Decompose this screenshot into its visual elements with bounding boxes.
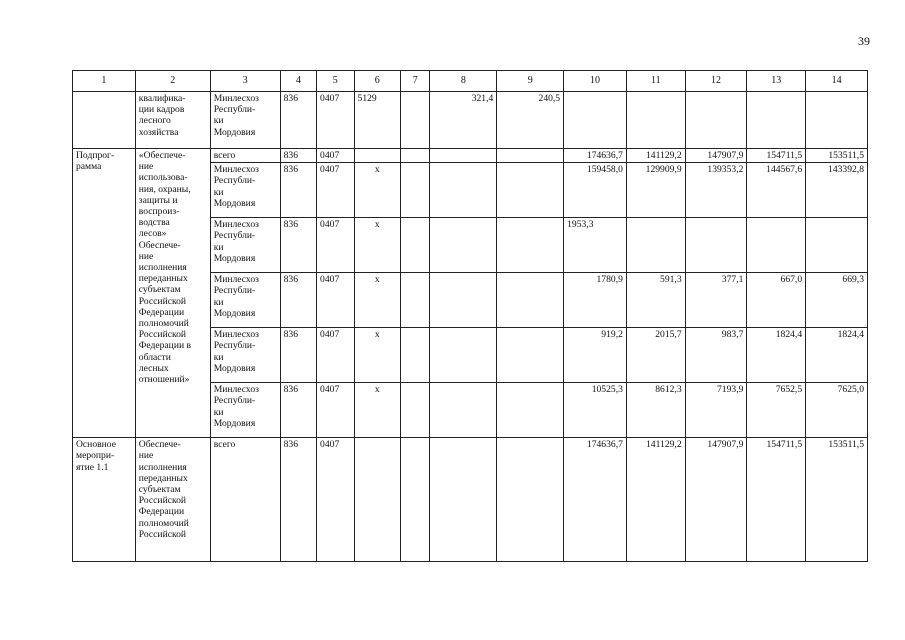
table-cell: 836 bbox=[280, 328, 316, 383]
table-cell: 1824,4 bbox=[747, 328, 806, 383]
table-cell: 141129,2 bbox=[626, 438, 685, 562]
table-cell: 0407 bbox=[317, 92, 354, 149]
table-cell bbox=[401, 328, 430, 383]
table-cell bbox=[354, 149, 401, 163]
table-cell bbox=[497, 218, 564, 273]
column-header: 9 bbox=[497, 71, 564, 92]
table-cell: 10525,3 bbox=[564, 383, 627, 438]
table-cell bbox=[401, 149, 430, 163]
table-cell: 669,3 bbox=[806, 273, 868, 328]
column-header: 6 bbox=[354, 71, 401, 92]
budget-table bbox=[72, 70, 868, 562]
table-cell: х bbox=[354, 273, 401, 328]
table-cell: Минлесхоз Республи- ки Мордовия bbox=[210, 218, 280, 273]
table-cell: 154711,5 bbox=[747, 438, 806, 562]
table-cell: 919,2 bbox=[564, 328, 627, 383]
table-cell: 139353,2 bbox=[685, 163, 747, 218]
table-cell bbox=[747, 92, 806, 149]
table-cell: Основное меропри- ятие 1.1 bbox=[73, 438, 136, 562]
table-cell: 0407 bbox=[317, 383, 354, 438]
table-cell: 174636,7 bbox=[564, 438, 627, 562]
table-cell: 7652,5 bbox=[747, 383, 806, 438]
table-cell: Минлесхоз Республи- ки Мордовия bbox=[210, 273, 280, 328]
table-cell: 321,4 bbox=[430, 92, 497, 149]
table-cell bbox=[401, 92, 430, 149]
table-cell bbox=[401, 383, 430, 438]
column-header: 12 bbox=[685, 71, 747, 92]
table-cell: «Обеспече- ние использова- ния, охраны, защиты и воспроиз- водства лесов» Обеспече- ние исполнения переданных субъектам Российской Федерации полномочий Российской Федерации в области лесных отношений» bbox=[135, 149, 210, 438]
table-cell: всего bbox=[210, 149, 280, 163]
table-cell: 836 bbox=[280, 273, 316, 328]
table-cell: 144567,6 bbox=[747, 163, 806, 218]
table-cell: 147907,9 bbox=[685, 149, 747, 163]
table-cell: 836 bbox=[280, 383, 316, 438]
table-cell bbox=[497, 383, 564, 438]
table-cell: 5129 bbox=[354, 92, 401, 149]
table-cell bbox=[430, 383, 497, 438]
table-cell: 0407 bbox=[317, 438, 354, 562]
table-cell bbox=[747, 218, 806, 273]
table-cell: Минлесхоз Республи- ки Мордовия bbox=[210, 383, 280, 438]
table-cell bbox=[430, 163, 497, 218]
table-cell bbox=[626, 218, 685, 273]
table-cell: х bbox=[354, 218, 401, 273]
header-row bbox=[73, 71, 868, 92]
table-cell: 836 bbox=[280, 149, 316, 163]
column-header: 5 bbox=[317, 71, 354, 92]
table-cell: 983,7 bbox=[685, 328, 747, 383]
table-cell: 667,0 bbox=[747, 273, 806, 328]
table-cell: 2015,7 bbox=[626, 328, 685, 383]
table-cell: 377,1 bbox=[685, 273, 747, 328]
table-cell: 0407 bbox=[317, 163, 354, 218]
table-cell bbox=[430, 149, 497, 163]
table-cell: Минлесхоз Республи- ки Мордовия bbox=[210, 163, 280, 218]
table-cell bbox=[497, 163, 564, 218]
table-cell: х bbox=[354, 163, 401, 218]
table-cell: Минлесхоз Республи- ки Мордовия bbox=[210, 92, 280, 149]
table-cell: 591,3 bbox=[626, 273, 685, 328]
table-cell: 7193,9 bbox=[685, 383, 747, 438]
table-cell: 159458,0 bbox=[564, 163, 627, 218]
column-header: 4 bbox=[280, 71, 316, 92]
table-cell bbox=[497, 149, 564, 163]
table-cell: 147907,9 bbox=[685, 438, 747, 562]
column-header: 10 bbox=[564, 71, 627, 92]
column-header: 2 bbox=[135, 71, 210, 92]
column-header: 7 bbox=[401, 71, 430, 92]
table-cell bbox=[806, 92, 868, 149]
table-cell bbox=[685, 218, 747, 273]
column-header: 1 bbox=[73, 71, 136, 92]
table-cell bbox=[497, 438, 564, 562]
table-cell bbox=[497, 328, 564, 383]
table-cell: квалифика- ции кадров лесного хозяйства bbox=[135, 92, 210, 149]
table-cell: 153511,5 bbox=[806, 149, 868, 163]
page-number: 39 bbox=[858, 34, 870, 48]
table-cell: 1780,9 bbox=[564, 273, 627, 328]
column-header: 8 bbox=[430, 71, 497, 92]
table-cell: х bbox=[354, 383, 401, 438]
table-cell: 174636,7 bbox=[564, 149, 627, 163]
table-cell bbox=[401, 218, 430, 273]
table-cell: 7625,0 bbox=[806, 383, 868, 438]
table-cell bbox=[430, 328, 497, 383]
column-header: 13 bbox=[747, 71, 806, 92]
table-cell bbox=[626, 92, 685, 149]
column-header: 3 bbox=[210, 71, 280, 92]
table-cell: 0407 bbox=[317, 328, 354, 383]
table-cell: х bbox=[354, 328, 401, 383]
table-cell: 129909,9 bbox=[626, 163, 685, 218]
table-cell: 836 bbox=[280, 218, 316, 273]
table-row bbox=[73, 438, 868, 562]
table-cell bbox=[401, 163, 430, 218]
table-cell bbox=[564, 92, 627, 149]
table-cell: всего bbox=[210, 438, 280, 562]
table-cell: 141129,2 bbox=[626, 149, 685, 163]
table-row bbox=[73, 92, 868, 149]
table-cell: 836 bbox=[280, 92, 316, 149]
table-row bbox=[73, 149, 868, 163]
table-cell: 153511,5 bbox=[806, 438, 868, 562]
table-cell: 1824,4 bbox=[806, 328, 868, 383]
table-cell bbox=[401, 273, 430, 328]
table-cell: 154711,5 bbox=[747, 149, 806, 163]
table-cell: 0407 bbox=[317, 149, 354, 163]
table-cell: 143392,8 bbox=[806, 163, 868, 218]
table-cell: 0407 bbox=[317, 218, 354, 273]
table-cell bbox=[685, 92, 747, 149]
table-cell bbox=[497, 273, 564, 328]
table-cell bbox=[806, 218, 868, 273]
table-cell: Подпрог- рамма bbox=[73, 149, 136, 438]
table-cell bbox=[401, 438, 430, 562]
table-cell bbox=[354, 438, 401, 562]
table-cell: 0407 bbox=[317, 273, 354, 328]
table-cell bbox=[430, 438, 497, 562]
table-cell: Минлесхоз Республи- ки Мордовия bbox=[210, 328, 280, 383]
table-cell bbox=[73, 92, 136, 149]
table-cell bbox=[430, 218, 497, 273]
column-header: 11 bbox=[626, 71, 685, 92]
column-header: 14 bbox=[806, 71, 868, 92]
table-cell: 1953,3 bbox=[564, 218, 627, 273]
table-cell bbox=[430, 273, 497, 328]
table-cell: 836 bbox=[280, 163, 316, 218]
table-cell: 836 bbox=[280, 438, 316, 562]
table-cell: 240,5 bbox=[497, 92, 564, 149]
table-cell: 8612,3 bbox=[626, 383, 685, 438]
table-cell: Обеспече- ние исполнения переданных субъектам Российской Федерации полномочий Российской bbox=[135, 438, 210, 562]
